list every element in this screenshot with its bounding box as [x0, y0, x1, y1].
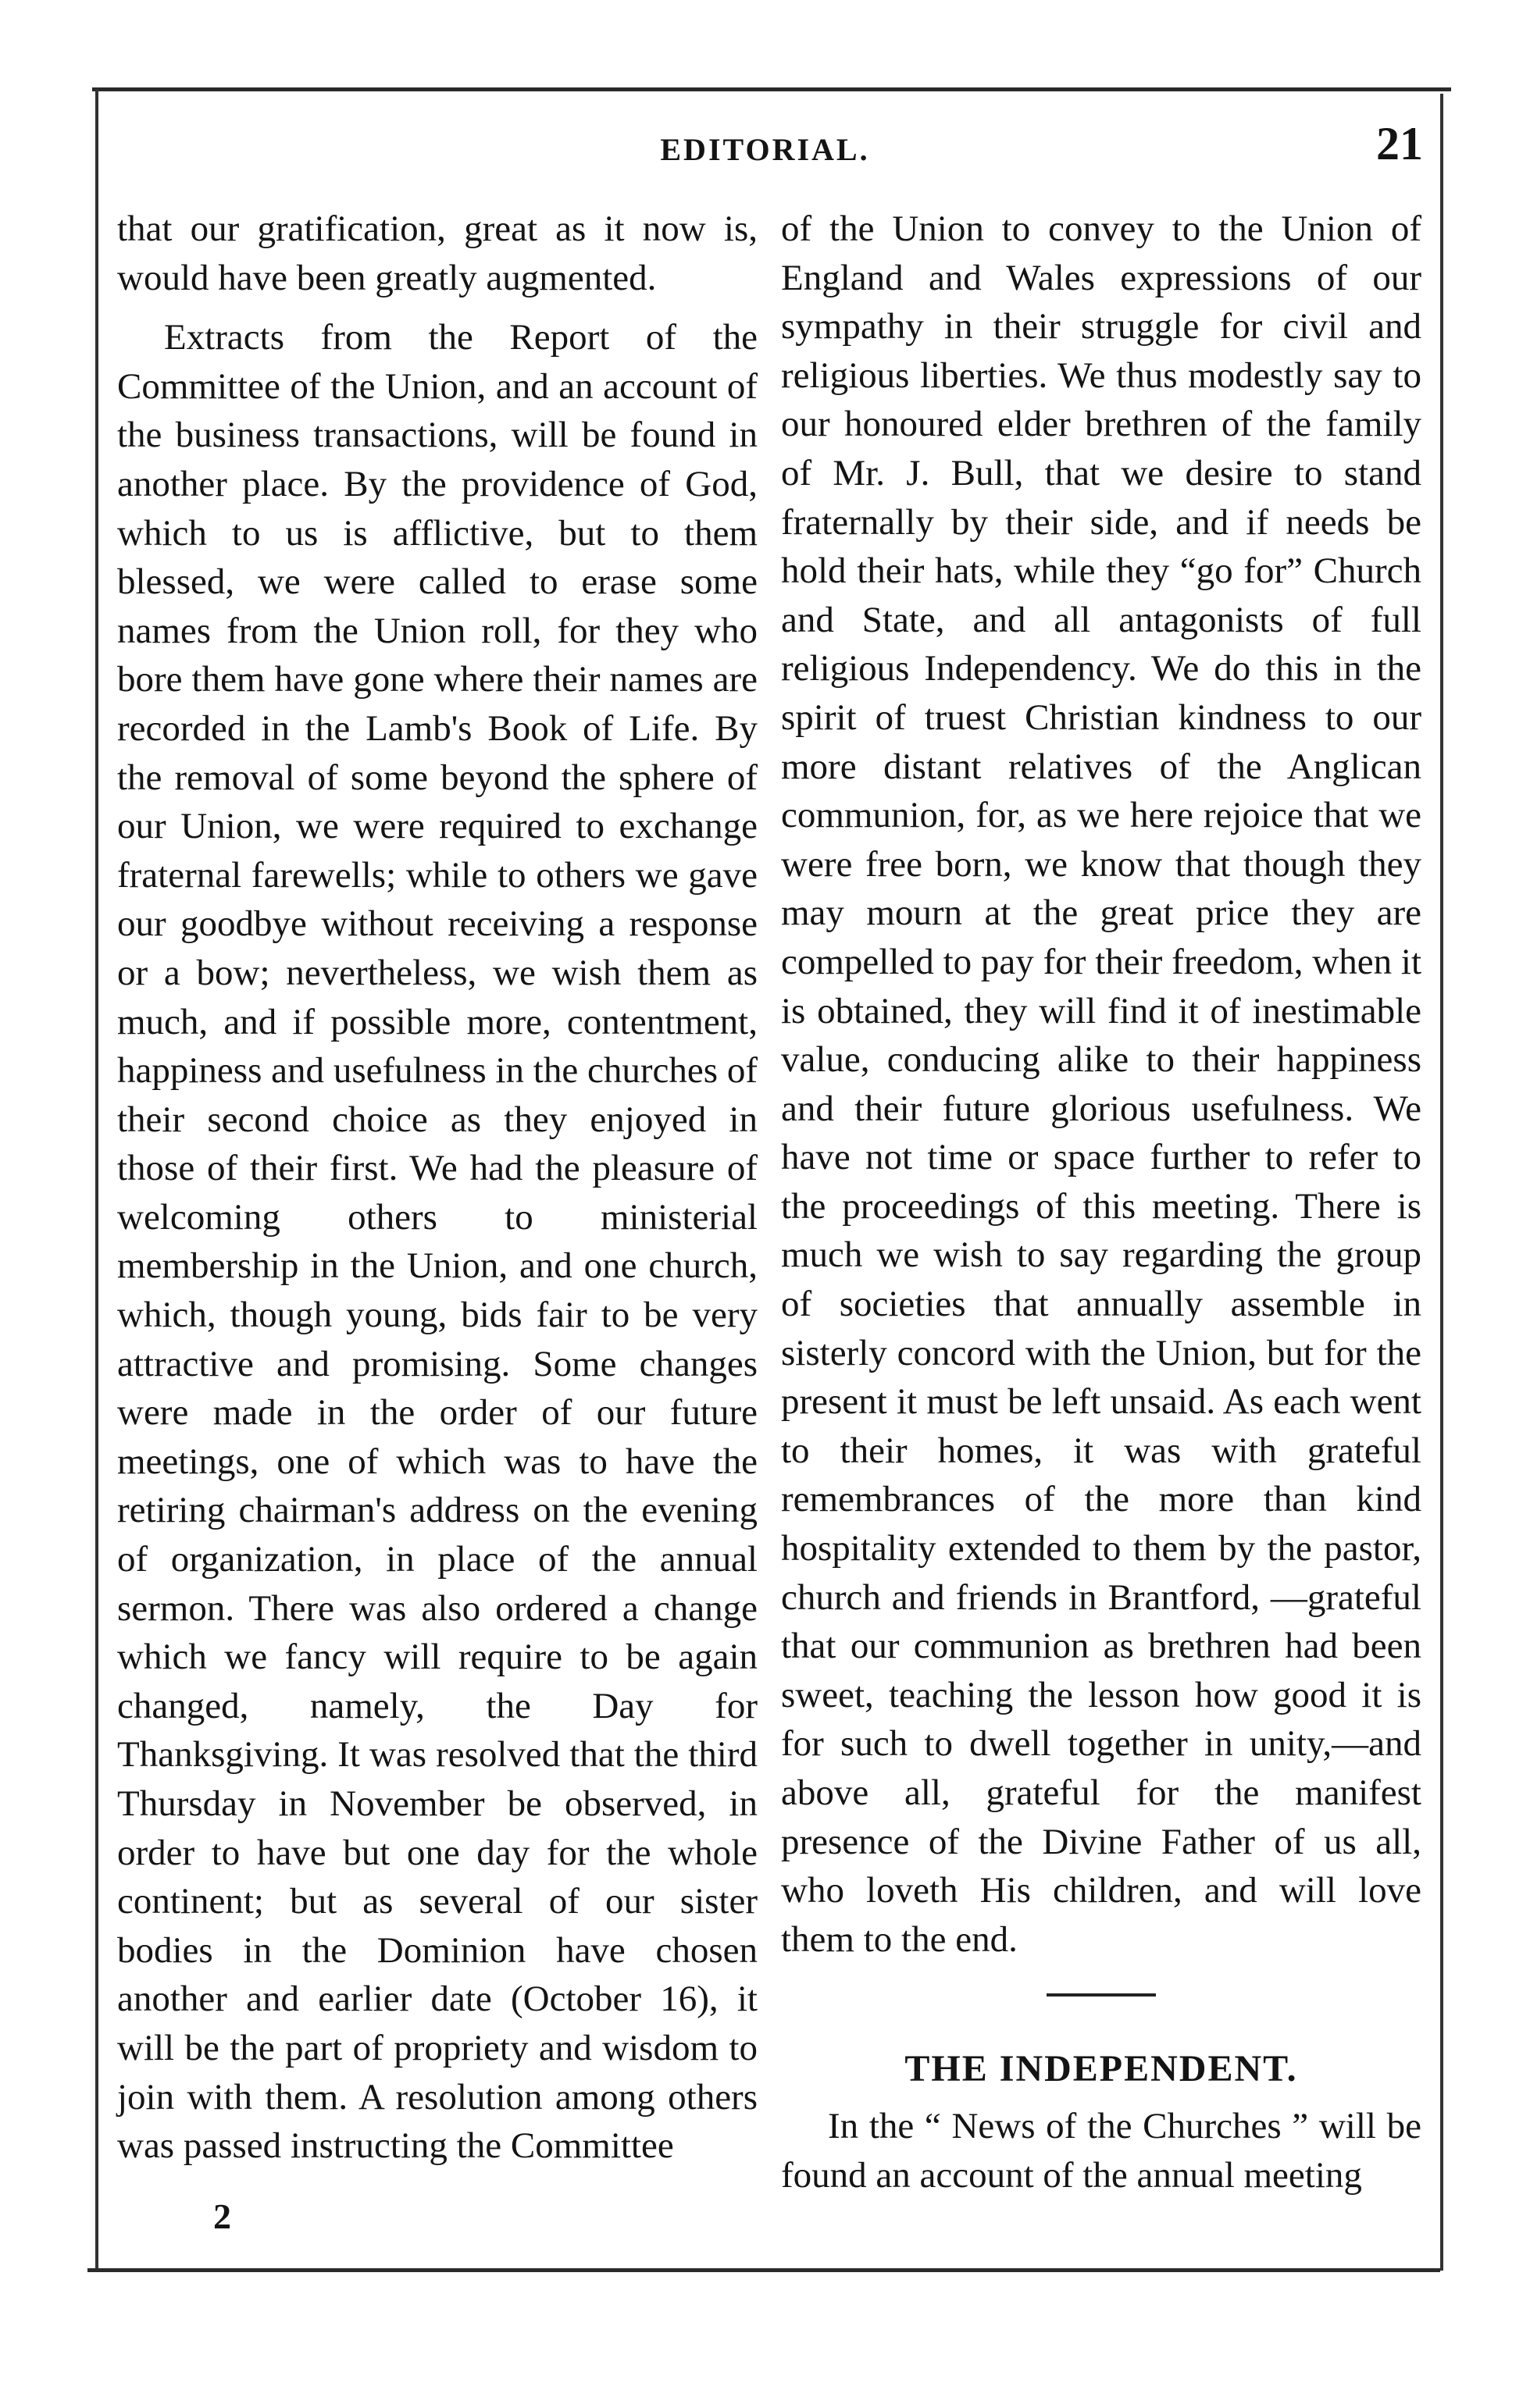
right-border [1440, 94, 1443, 2271]
signature-mark: 2 [213, 2196, 231, 2236]
running-header: EDITORIAL. [660, 132, 870, 167]
section-heading: THE INDEPENDENT. [904, 2048, 1298, 2090]
left-paragraph-2: Extracts from the Report of the Committee of the Union, and an account of the business transactions, will be found in another place. By the providence of God, which to us is afflictive, but to them blessed, we were called to erase some names from the Union roll, for they who bore them have gone where their names are recorded in the Lamb's Book of Life. By the removal of some beyond the sphere of our Union, we were required to exchange fraternal farewells; while to others we gave our goodbye without receiving a response or a bow; nevertheless, we wish them as much, and if possible more, contentment, happiness and usefulness in the churches of their second choice as they enjoyed in those of their first. We had the pleasure of welcoming others to ministerial membership in the Union, and one church, which, though young, bids fair to be very attractive and promising. Some changes were made in the order of our future meetings, one of which was to have the retiring chairman's address on the evening of organization, in place of the annual sermon. There was also ordered a change which we fancy will require to be again changed, namely, the Day for Thanksgiving. It was resolved that the third Thursday in November be observed, in order to have but one day for the whole continent; but as several of our sister bodies in the Dominion have chosen another and earlier date (October 16), it will be the part of propriety and wisdom to join with them. A resolution among others was passed instructing the Committee [117, 317, 758, 2167]
left-paragraph-1: that our gratification, great as it now is, would have been greatly augmented. [117, 208, 758, 298]
bottom-rule [87, 2268, 1440, 2272]
top-rule [92, 87, 1451, 91]
left-column [117, 205, 758, 2171]
right-column [781, 205, 1421, 2200]
left-border [95, 89, 98, 2270]
section-divider [1047, 1993, 1156, 1997]
page-number: 21 [1376, 118, 1423, 169]
right-paragraph-1: of the Union to convey to the Union of England and Wales expressions of our sympathy in their struggle for civil and religious liberties. We thus modestly say to our honoured elder brethren of the family of Mr. J. Bull, that we desire to stand fraternally by their side, and if needs be hold their hats, while they “go for” Church and State, and all antagonists of full religious Independency. We do this in the spirit of truest Christian kindness to our more distant relatives of the Anglican communion, for, as we here rejoice that we were free born, we know that though they may mourn at the great price they are compelled to pay for their freedom, when it is obtained, they will find it of inestimable value, conducing alike to their happiness and their future glorious usefulness. We have not time or space further to refer to the proceedings of this meeting. There is much we wish to say regarding the group of societies that annually assemble in sisterly concord with the Union, but for the present it must be left unsaid. As each went to their homes, it was with grateful remembrances of the more than kind hospitality extended to them by the pastor, church and friends in Brantford, —grateful that our communion as brethren had been sweet, teaching the lesson how good it is for such to dwell together in unity,—and above all, grateful for the manifest presence of the Divine Father of us all, who loveth His children, and will love them to the end. [781, 208, 1421, 1960]
right-paragraph-2: In the “ News of the Churches ” will be found an account of the annual meeting [781, 2105, 1421, 2196]
